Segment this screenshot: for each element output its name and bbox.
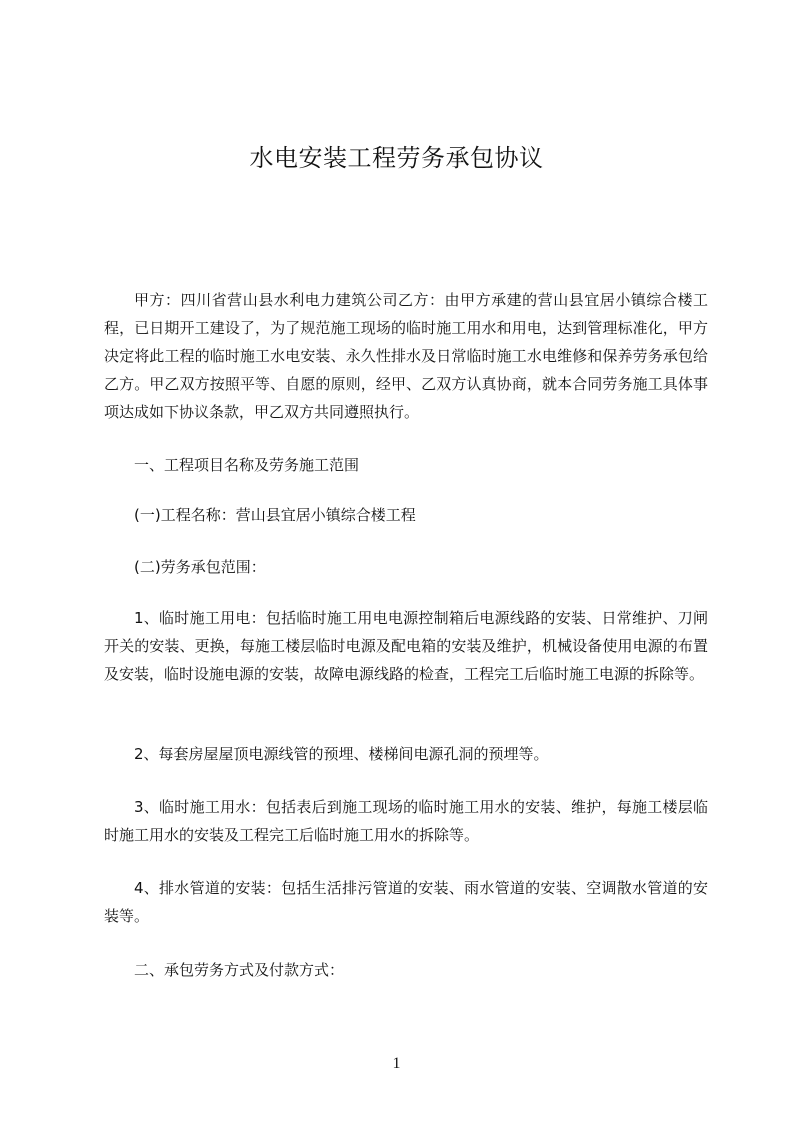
document-title: 水电安装工程劳务承包协议	[249, 144, 544, 172]
project-name-item: (一)工程名称：营山县宜居小镇综合楼工程	[134, 506, 416, 524]
scope-item-2: 2、每套房屋屋顶电源线管的预埋、楼梯间电源孔洞的预埋等。	[134, 745, 549, 763]
scope-item-4: 4、排水管道的安装：包括生活排污管道的安装、雨水管道的安装、空调散水管道的安装等。	[104, 879, 708, 925]
intro-paragraph: 甲方：四川省营山县水利电力建筑公司乙方：由甲方承建的营山县宜居小镇综合楼工程，已日期开工建设了，为了规范施工现场的临时施工用水和用电，达到管理标准化，甲方决定将此工程的临时施工水电安装、永久性排水及日常临时施工水电维修和保养劳务承包给乙方。甲乙双方按照平等、自愿的原则，经甲、乙双方认真协商，就本合同劳务施工具体事项达成如下协议条款，甲乙双方共同遵照执行。	[104, 291, 708, 421]
scope-item-3: 3、临时施工用水：包括表后到施工现场的临时施工用水的安装、维护，每施工楼层临时施工用水的安装及工程完工后临时施工用水的拆除等。	[104, 798, 708, 844]
section-1-heading: 一、工程项目名称及劳务施工范围	[134, 456, 360, 474]
section-2-heading: 二、承包劳务方式及付款方式：	[134, 961, 345, 979]
scope-item-1: 1、临时施工用电：包括临时施工用电电源控制箱后电源线路的安装、日常维护、刀闸开关的安装、更换，每施工楼层临时电源及配电箱的安装及维护，机械设备使用电源的布置及安装，临时设施电源的安装，故障电源线路的检查，工程完工后临时施工电源的拆除等。	[104, 609, 708, 683]
page-number: 1	[392, 1055, 401, 1072]
scope-heading-item: (二)劳务承包范围：	[134, 558, 266, 576]
